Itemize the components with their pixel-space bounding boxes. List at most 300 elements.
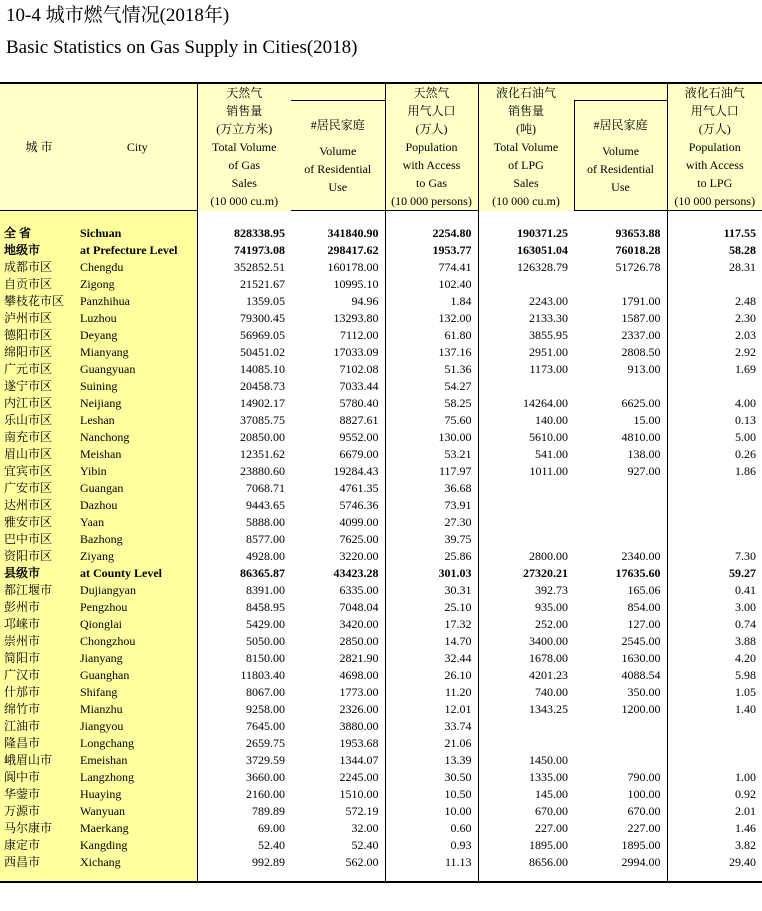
city-name-cn: 县级市 xyxy=(0,565,78,582)
header-city-en: City xyxy=(78,83,197,211)
lpg-population-value: 0.13 xyxy=(667,412,762,429)
table-row xyxy=(0,310,762,327)
city-name-en: at Prefecture Level xyxy=(78,242,197,259)
table-row xyxy=(0,735,762,752)
lpg-sales-value: 1335.00 xyxy=(478,769,574,786)
table-row xyxy=(0,650,762,667)
ng-residential-value: 5780.40 xyxy=(339,396,379,410)
lpg-population-value: 1.05 xyxy=(667,684,762,701)
city-name-en: Dujiangyan xyxy=(78,582,197,599)
lpg-residential-value: 854.00 xyxy=(627,600,661,614)
lpg-residential-value: 1630.00 xyxy=(621,651,661,665)
table-row xyxy=(0,769,762,786)
city-name-cn: 万源市 xyxy=(0,803,78,820)
lpg-sales-value: 4201.23 xyxy=(478,667,574,684)
ng-population-value: 117.97 xyxy=(385,463,478,480)
table-row xyxy=(0,480,762,497)
lpg-population-value xyxy=(667,378,762,395)
ng-population-value: 39.75 xyxy=(385,531,478,548)
header-lpg-pop-en1: Population xyxy=(688,140,741,154)
ng-residential-value: 32.00 xyxy=(351,821,379,835)
ng-population-value: 27.30 xyxy=(385,514,478,531)
ng-population-value: 0.60 xyxy=(385,820,478,837)
ng-population-value: 61.80 xyxy=(385,327,478,344)
ng-sales-value: 1359.05 xyxy=(197,293,291,310)
ng-sales-value: 741973.08 xyxy=(197,242,291,259)
ng-residential-value: 3420.00 xyxy=(339,617,379,631)
city-name-cn: 都江堰市 xyxy=(0,582,78,599)
ng-population-value: 30.50 xyxy=(385,769,478,786)
ng-population-value: 137.16 xyxy=(385,344,478,361)
lpg-population-value: 4.20 xyxy=(667,650,762,667)
ng-sales-value: 992.89 xyxy=(197,854,291,871)
table-row xyxy=(0,548,762,565)
lpg-residential-value: 790.00 xyxy=(627,770,661,784)
header-lpg-pop-cn2: 用气人口 xyxy=(690,104,739,118)
lpg-sales-value: 190371.25 xyxy=(478,225,574,242)
lpg-residential-value xyxy=(574,480,667,497)
lpg-residential-value: 1791.00 xyxy=(621,294,661,308)
lpg-population-value: 1.69 xyxy=(667,361,762,378)
lpg-sales-value: 126328.79 xyxy=(478,259,574,276)
table-row xyxy=(0,378,762,395)
ng-residential-value: 298417.62 xyxy=(327,243,379,257)
lpg-sales-value xyxy=(478,718,574,735)
header-lpg-sales-unit: (10 000 cu.m) xyxy=(492,194,560,208)
lpg-sales-value: 5610.00 xyxy=(478,429,574,446)
ng-residential-value: 3880.00 xyxy=(339,719,379,733)
city-name-en: Huaying xyxy=(78,786,197,803)
ng-residential-value: 13293.80 xyxy=(333,311,379,325)
lpg-sales-value: 1895.00 xyxy=(478,837,574,854)
ng-population-value: 0.93 xyxy=(385,837,478,854)
table-row xyxy=(0,276,762,293)
ng-population-value: 36.68 xyxy=(385,480,478,497)
ng-population-value: 301.03 xyxy=(385,565,478,582)
lpg-population-value: 1.46 xyxy=(667,820,762,837)
ng-residential-value: 8827.61 xyxy=(339,413,379,427)
lpg-sales-value: 1678.00 xyxy=(478,650,574,667)
lpg-residential-value: 670.00 xyxy=(627,804,661,818)
ng-residential-value: 2245.00 xyxy=(339,770,379,784)
page-title-en: Basic Statistics on Gas Supply in Cities(2018) xyxy=(6,37,358,58)
city-name-en: Qionglai xyxy=(78,616,197,633)
city-name-en: Jiangyou xyxy=(78,718,197,735)
ng-sales-value: 21521.67 xyxy=(197,276,291,293)
ng-residential-value: 7625.00 xyxy=(339,532,379,546)
city-name-cn: 什邡市 xyxy=(0,684,78,701)
lpg-residential-value: 1200.00 xyxy=(621,702,661,716)
city-name-en: Pengzhou xyxy=(78,599,197,616)
city-name-cn: 遂宁市区 xyxy=(0,378,78,395)
lpg-residential-value xyxy=(574,531,667,548)
header-ng-pop-en3: to Gas xyxy=(416,176,447,190)
ng-residential-value: 43423.28 xyxy=(333,566,379,580)
city-name-cn: 地级市 xyxy=(0,242,78,259)
header-ng-sales-cn1: 销售量 xyxy=(226,104,263,118)
city-name-cn: 内江市区 xyxy=(0,395,78,412)
lpg-sales-value: 935.00 xyxy=(478,599,574,616)
header-lpg-res xyxy=(574,101,667,211)
lpg-residential-value: 17635.60 xyxy=(615,566,661,580)
lpg-population-value: 28.31 xyxy=(667,259,762,276)
ng-sales-value: 828338.95 xyxy=(197,225,291,242)
page-title-cn: 10-4 城市燃气情况(2018年) xyxy=(6,5,230,26)
lpg-population-value: 1.40 xyxy=(667,701,762,718)
ng-population-value: 10.00 xyxy=(385,803,478,820)
ng-population-value: 53.21 xyxy=(385,446,478,463)
lpg-sales-value xyxy=(478,735,574,752)
city-name-en: Yaan xyxy=(78,514,197,531)
city-name-en: Panzhihua xyxy=(78,293,197,310)
header-ng-sales-unit: (10 000 cu.m) xyxy=(210,194,279,208)
ng-sales-value: 52.40 xyxy=(197,837,291,854)
city-name-en: Sichuan xyxy=(78,225,197,242)
city-name-cn: 泸州市区 xyxy=(0,310,78,327)
table-row xyxy=(0,633,762,650)
ng-sales-value: 2160.00 xyxy=(197,786,291,803)
city-name-en: Guanghan xyxy=(78,667,197,684)
ng-sales-value: 2659.75 xyxy=(197,735,291,752)
lpg-residential-value: 2337.00 xyxy=(621,328,661,342)
table-row xyxy=(0,225,762,242)
city-name-cn: 巴中市区 xyxy=(0,531,78,548)
ng-residential-value: 341840.90 xyxy=(327,226,379,240)
lpg-residential-value: 2994.00 xyxy=(621,855,661,869)
header-lpg-pop xyxy=(667,83,762,211)
city-name-en: Xichang xyxy=(78,854,197,871)
ng-residential-value: 1773.00 xyxy=(339,685,379,699)
header-ng-sales-cn2: (万立方米) xyxy=(216,122,273,136)
city-name-cn: 峨眉山市 xyxy=(0,752,78,769)
city-name-en: Deyang xyxy=(78,327,197,344)
table-row xyxy=(0,616,762,633)
table-row xyxy=(0,344,762,361)
lpg-residential-value xyxy=(574,378,667,395)
lpg-population-value: 29.40 xyxy=(667,854,762,871)
table-row xyxy=(0,463,762,480)
lpg-sales-value: 140.00 xyxy=(478,412,574,429)
lpg-population-value: 59.27 xyxy=(667,565,762,582)
lpg-population-value: 3.88 xyxy=(667,633,762,650)
city-name-cn: 马尔康市 xyxy=(0,820,78,837)
ng-sales-value: 56969.05 xyxy=(197,327,291,344)
lpg-sales-value: 541.00 xyxy=(478,446,574,463)
ng-population-value: 12.01 xyxy=(385,701,478,718)
city-name-en: Guangan xyxy=(78,480,197,497)
ng-sales-value: 50451.02 xyxy=(197,344,291,361)
city-name-en: Mianzhu xyxy=(78,701,197,718)
lpg-residential-value: 138.00 xyxy=(627,447,661,461)
lpg-sales-value xyxy=(478,531,574,548)
lpg-residential-value: 93653.88 xyxy=(615,226,661,240)
header-lpg-res-en2: of Residential xyxy=(587,161,654,176)
city-name-en: Chengdu xyxy=(78,259,197,276)
table-row xyxy=(0,429,762,446)
header-lpg-sales xyxy=(478,83,574,211)
lpg-population-value: 2.30 xyxy=(667,310,762,327)
ng-population-value: 32.44 xyxy=(385,650,478,667)
header-ng-pop-cn3: (万人) xyxy=(415,122,448,136)
lpg-residential-value: 927.00 xyxy=(627,464,661,478)
table-row xyxy=(0,820,762,837)
lpg-sales-value xyxy=(478,480,574,497)
header-lpg-pop-unit: (10 000 persons) xyxy=(674,194,756,208)
lpg-population-value xyxy=(667,531,762,548)
ng-residential-value: 10995.10 xyxy=(333,277,379,291)
lpg-population-value xyxy=(667,752,762,769)
table-row xyxy=(0,854,762,871)
city-name-en: Bazhong xyxy=(78,531,197,548)
lpg-residential-value: 2340.00 xyxy=(621,549,661,563)
ng-population-value: 26.10 xyxy=(385,667,478,684)
ng-sales-value: 20850.00 xyxy=(197,429,291,446)
ng-residential-value: 2821.90 xyxy=(339,651,379,665)
city-name-en: Wanyuan xyxy=(78,803,197,820)
table-row xyxy=(0,565,762,582)
header-lpg-sales-en2: of LPG xyxy=(508,158,544,172)
header-ng-pop xyxy=(385,83,478,211)
ng-population-value: 2254.80 xyxy=(385,225,478,242)
lpg-residential-value: 2808.50 xyxy=(621,345,661,359)
city-name-cn: 江油市 xyxy=(0,718,78,735)
lpg-population-value xyxy=(667,514,762,531)
lpg-population-value: 117.55 xyxy=(667,225,762,242)
city-name-en: Kangding xyxy=(78,837,197,854)
city-name-cn: 眉山市区 xyxy=(0,446,78,463)
lpg-population-value: 58.28 xyxy=(667,242,762,259)
ng-sales-value: 8067.00 xyxy=(197,684,291,701)
ng-residential-value: 160178.00 xyxy=(327,260,379,274)
ng-sales-value: 7068.71 xyxy=(197,480,291,497)
lpg-population-value: 2.01 xyxy=(667,803,762,820)
ng-sales-value: 3660.00 xyxy=(197,769,291,786)
lpg-sales-value: 1173.00 xyxy=(478,361,574,378)
table-row xyxy=(0,667,762,684)
ng-population-value: 132.00 xyxy=(385,310,478,327)
city-name-en: Leshan xyxy=(78,412,197,429)
lpg-sales-value: 392.73 xyxy=(478,582,574,599)
ng-sales-value: 5888.00 xyxy=(197,514,291,531)
lpg-sales-value: 1011.00 xyxy=(478,463,574,480)
ng-residential-value: 1953.68 xyxy=(339,736,379,750)
city-name-en: Langzhong xyxy=(78,769,197,786)
ng-sales-value: 7645.00 xyxy=(197,718,291,735)
ng-sales-value: 3729.59 xyxy=(197,752,291,769)
lpg-sales-value: 227.00 xyxy=(478,820,574,837)
city-name-en: Longchang xyxy=(78,735,197,752)
ng-residential-value: 562.00 xyxy=(345,855,379,869)
ng-sales-value: 23880.60 xyxy=(197,463,291,480)
lpg-population-value: 0.41 xyxy=(667,582,762,599)
city-name-cn: 乐山市区 xyxy=(0,412,78,429)
lpg-residential-value: 2545.00 xyxy=(621,634,661,648)
ng-sales-value: 4928.00 xyxy=(197,548,291,565)
city-name-en: Mianyang xyxy=(78,344,197,361)
city-name-cn: 崇州市 xyxy=(0,633,78,650)
gas-supply-table xyxy=(0,82,762,883)
city-name-en: Suining xyxy=(78,378,197,395)
header-ng-top: 天然气 xyxy=(226,86,263,100)
lpg-sales-value xyxy=(478,514,574,531)
table-row xyxy=(0,242,762,259)
city-name-cn: 阆中市 xyxy=(0,769,78,786)
city-name-cn: 达州市区 xyxy=(0,497,78,514)
header-lpg-sales-cn1: 销售量 xyxy=(507,104,544,118)
table-row xyxy=(0,327,762,344)
city-name-cn: 宜宾市区 xyxy=(0,463,78,480)
lpg-sales-value: 252.00 xyxy=(478,616,574,633)
ng-sales-value: 9258.00 xyxy=(197,701,291,718)
ng-residential-value: 4099.00 xyxy=(339,515,379,529)
city-name-cn: 广元市区 xyxy=(0,361,78,378)
header-ng-sales-en2: of Gas xyxy=(228,158,261,172)
city-name-cn: 德阳市区 xyxy=(0,327,78,344)
header-lpg-res-en1: Volume xyxy=(601,143,640,158)
city-name-en: Maerkang xyxy=(78,820,197,837)
ng-sales-value: 8391.00 xyxy=(197,582,291,599)
lpg-residential-value xyxy=(574,497,667,514)
ng-residential-value: 1344.07 xyxy=(339,753,379,767)
header-lpg-res-cn: #居民家庭 xyxy=(593,117,648,132)
ng-residential-value: 7033.44 xyxy=(339,379,379,393)
city-name-en: Emeishan xyxy=(78,752,197,769)
ng-population-value: 10.50 xyxy=(385,786,478,803)
lpg-population-value xyxy=(667,735,762,752)
header-ng-pop-en1: Population xyxy=(405,140,458,154)
lpg-sales-value: 670.00 xyxy=(478,803,574,820)
lpg-population-value: 7.30 xyxy=(667,548,762,565)
city-name-en: Ziyang xyxy=(78,548,197,565)
lpg-residential-value: 4810.00 xyxy=(621,430,661,444)
ng-sales-value: 69.00 xyxy=(197,820,291,837)
ng-population-value: 130.00 xyxy=(385,429,478,446)
ng-residential-value: 4761.35 xyxy=(339,481,379,495)
ng-residential-value: 4698.00 xyxy=(339,668,379,682)
table-row xyxy=(0,701,762,718)
header-lpg-pop-en2: with Access xyxy=(685,158,744,172)
lpg-population-value xyxy=(667,480,762,497)
lpg-sales-value: 3855.95 xyxy=(478,327,574,344)
lpg-sales-value: 3400.00 xyxy=(478,633,574,650)
lpg-residential-value: 350.00 xyxy=(627,685,661,699)
header-ng-sales-en1: Total Volume xyxy=(212,140,277,154)
lpg-sales-value: 2133.30 xyxy=(478,310,574,327)
lpg-population-value: 3.00 xyxy=(667,599,762,616)
header-city-cn: 城 市 xyxy=(0,83,78,211)
ng-sales-value: 86365.87 xyxy=(197,565,291,582)
lpg-sales-value: 14264.00 xyxy=(478,395,574,412)
table-row xyxy=(0,803,762,820)
city-name-en: Nanchong xyxy=(78,429,197,446)
ng-population-value: 774.41 xyxy=(385,259,478,276)
header-ng-pop-unit: (10 000 persons) xyxy=(391,194,472,208)
lpg-residential-value: 913.00 xyxy=(627,362,661,376)
ng-residential-value: 2850.00 xyxy=(339,634,379,648)
ng-residential-value: 7102.08 xyxy=(339,362,379,376)
ng-population-value: 25.86 xyxy=(385,548,478,565)
header-lpg-res-en3: Use xyxy=(611,179,630,194)
ng-sales-value: 5429.00 xyxy=(197,616,291,633)
lpg-population-value: 0.26 xyxy=(667,446,762,463)
header-ng-pop-cn2: 用气人口 xyxy=(407,104,456,118)
lpg-population-value: 2.48 xyxy=(667,293,762,310)
city-name-cn: 南充市区 xyxy=(0,429,78,446)
table-row xyxy=(0,684,762,701)
header-lpg-sales-en3: Sales xyxy=(513,176,539,190)
lpg-sales-value: 27320.21 xyxy=(478,565,574,582)
table-row xyxy=(0,361,762,378)
header-ng-res-en3: Use xyxy=(328,179,348,194)
ng-residential-value: 3220.00 xyxy=(339,549,379,563)
lpg-residential-value xyxy=(574,718,667,735)
lpg-sales-value: 163051.04 xyxy=(478,242,574,259)
lpg-sales-value: 2243.00 xyxy=(478,293,574,310)
city-name-cn: 成都市区 xyxy=(0,259,78,276)
lpg-sales-value: 740.00 xyxy=(478,684,574,701)
lpg-residential-value: 6625.00 xyxy=(621,396,661,410)
lpg-population-value: 1.86 xyxy=(667,463,762,480)
lpg-sales-value xyxy=(478,497,574,514)
ng-residential-value: 52.40 xyxy=(351,838,379,852)
lpg-population-value: 2.03 xyxy=(667,327,762,344)
ng-sales-value: 37085.75 xyxy=(197,412,291,429)
lpg-sales-value: 1450.00 xyxy=(478,752,574,769)
city-name-en: Jianyang xyxy=(78,650,197,667)
header-ng-res-cn: #居民家庭 xyxy=(310,117,365,132)
city-name-cn: 隆昌市 xyxy=(0,735,78,752)
header-ng-res-en1: Volume xyxy=(319,143,357,158)
header-ng-res xyxy=(291,101,385,211)
ng-residential-value: 94.96 xyxy=(351,294,379,308)
lpg-residential-value: 165.06 xyxy=(627,583,661,597)
ng-residential-value: 5746.36 xyxy=(339,498,379,512)
ng-population-value: 1.84 xyxy=(385,293,478,310)
city-name-en: Neijiang xyxy=(78,395,197,412)
city-name-en: Yibin xyxy=(78,463,197,480)
lpg-sales-value: 8656.00 xyxy=(478,854,574,871)
ng-population-value: 75.60 xyxy=(385,412,478,429)
city-name-cn: 雅安市区 xyxy=(0,514,78,531)
city-name-en: Zigong xyxy=(78,276,197,293)
city-name-cn: 邛崃市 xyxy=(0,616,78,633)
header-lpg-sales-cn2: (吨) xyxy=(516,122,536,136)
ng-population-value: 58.25 xyxy=(385,395,478,412)
ng-sales-value: 20458.73 xyxy=(197,378,291,395)
ng-population-value: 54.27 xyxy=(385,378,478,395)
lpg-sales-value: 1343.25 xyxy=(478,701,574,718)
city-name-cn: 资阳市区 xyxy=(0,548,78,565)
lpg-population-value: 3.82 xyxy=(667,837,762,854)
ng-sales-value: 8150.00 xyxy=(197,650,291,667)
ng-population-value: 73.91 xyxy=(385,497,478,514)
city-name-en: Dazhou xyxy=(78,497,197,514)
lpg-population-value: 5.00 xyxy=(667,429,762,446)
ng-residential-value: 17033.09 xyxy=(333,345,379,359)
lpg-residential-value: 51726.78 xyxy=(615,260,661,274)
ng-residential-value: 19284.43 xyxy=(333,464,379,478)
header-lpg-top: 液化石油气 xyxy=(495,86,556,100)
lpg-population-value: 5.98 xyxy=(667,667,762,684)
table-row xyxy=(0,752,762,769)
lpg-population-value: 1.00 xyxy=(667,769,762,786)
city-name-cn: 全 省 xyxy=(0,225,78,242)
ng-residential-value: 6335.00 xyxy=(339,583,379,597)
city-name-en: Shifang xyxy=(78,684,197,701)
lpg-population-value: 2.92 xyxy=(667,344,762,361)
ng-sales-value: 8577.00 xyxy=(197,531,291,548)
table-row xyxy=(0,599,762,616)
